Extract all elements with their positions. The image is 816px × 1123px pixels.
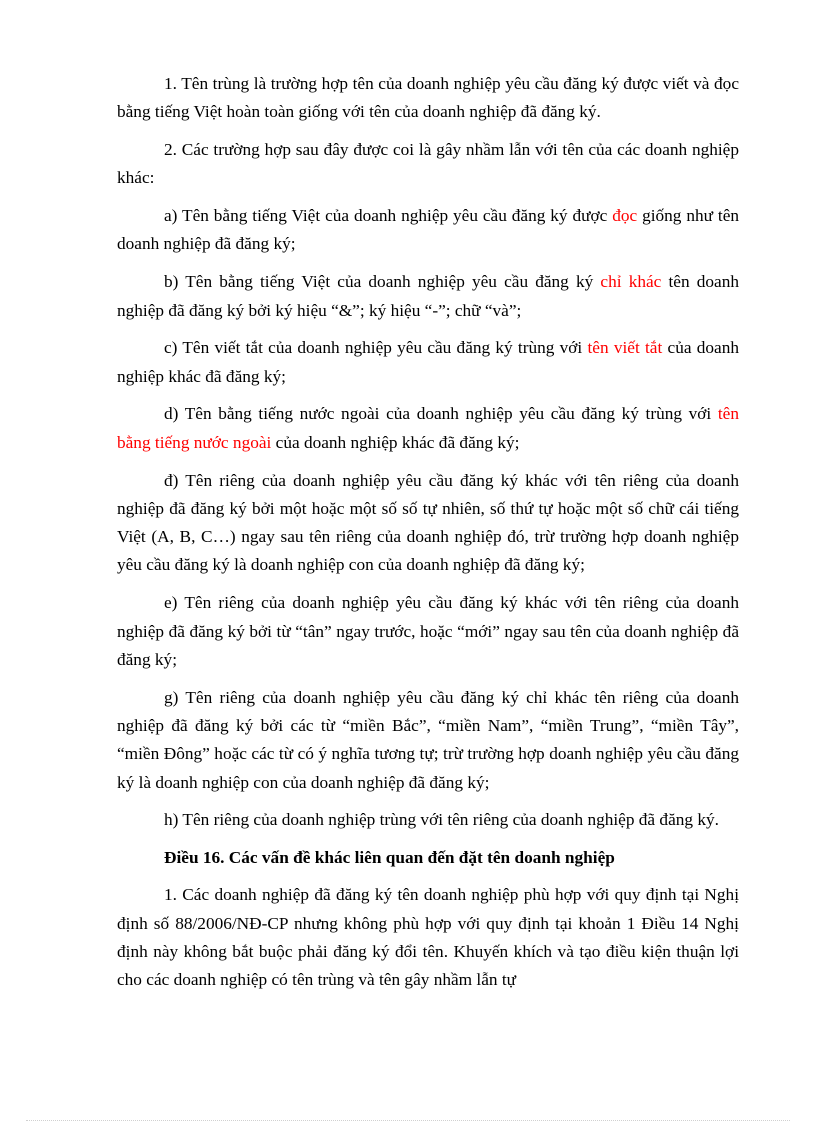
- clause-text: e) Tên riêng của doanh nghiệp yêu cầu đăng ký khác với tên riêng của doanh nghiệp đã đăng ký bởi từ “tân” ngay trước, hoặc “mới” ngay sau tên của doanh nghiệp đã đăng ký;: [117, 593, 739, 669]
- clause-text: 2. Các trường hợp sau đây được coi là gây nhầm lẫn với tên của các doanh nghiệp khác:: [117, 140, 739, 188]
- clause-paragraph: [117, 589, 739, 674]
- document-page: [117, 70, 739, 1004]
- article-16-paragraph-1: 1. Các doanh nghiệp đã đăng ký tên doanh nghiệp phù hợp với quy định tại Nghị định số 88/2006/NĐ-CP nhưng không phù hợp với quy định tại khoản 1 Điều 14 Nghị định này không bắt buộc phải đăng ký đổi tên. Khuyến khích và tạo điều kiện thuận lợi cho các doanh nghiệp có tên trùng và tên gây nhầm lẫn tự: [117, 885, 739, 990]
- clause-text: tên doanh nghiệp đã đăng ký bởi ký hiệu “&”; ký hiệu “-”; chữ “và”;: [117, 272, 739, 320]
- clause-paragraph: [117, 268, 739, 325]
- clause-list: [117, 70, 739, 835]
- article-heading: Điều 16. Các vấn đề khác liên quan đến đặt tên doanh nghiệp: [164, 848, 615, 868]
- clause-paragraph: [117, 684, 739, 797]
- clause-paragraph: [117, 400, 739, 457]
- clause-text: a) Tên bằng tiếng Việt của doanh nghiệp yêu cầu đăng ký được: [164, 206, 613, 226]
- clause-text: giống như tên doanh nghiệp đã đăng ký;: [117, 206, 740, 254]
- clause-text: d) Tên bằng tiếng nước ngoài của doanh nghiệp yêu cầu đăng ký trùng với: [164, 404, 718, 424]
- clause-text: đ) Tên riêng của doanh nghiệp yêu cầu đăng ký khác với tên riêng của doanh nghiệp đã đăng ký bởi một hoặc một số số tự nhiên, số thứ tự hoặc một số chữ cái tiếng Việt (A, B, C…) ngay sau tên riêng của doanh nghiệp đó, trừ trường hợp doanh nghiệp yêu cầu đăng ký là doanh nghiệp con của doanh nghiệp đã đăng ký;: [117, 470, 739, 575]
- clause-text: c) Tên viết tắt của doanh nghiệp yêu cầu đăng ký trùng với: [164, 338, 588, 358]
- clause-paragraph: [117, 806, 739, 834]
- clause-paragraph: [117, 202, 739, 259]
- page-bottom-divider: [26, 1120, 790, 1121]
- clause-text: của doanh nghiệp khác đã đăng ký;: [117, 338, 739, 386]
- clause-text: 1. Tên trùng là trường hợp tên của doanh nghiệp yêu cầu đăng ký được viết và đọc bằng tiếng Việt hoàn toàn giống với tên của doanh nghiệp đã đăng ký.: [117, 74, 739, 122]
- clause-text: của doanh nghiệp khác đã đăng ký;: [271, 432, 520, 452]
- highlighted-text: tên bằng tiếng nước ngoài: [117, 404, 739, 452]
- clause-text: h) Tên riêng của doanh nghiệp trùng với tên riêng của doanh nghiệp đã đăng ký.: [164, 810, 719, 830]
- clause-text: g) Tên riêng của doanh nghiệp yêu cầu đăng ký chỉ khác tên riêng của doanh nghiệp đã đăng ký bởi các từ “miền Bắc”, “miền Nam”, “miền Trung”, “miền Tây”, “miền Đông” hoặc các từ có ý nghĩa tương tự; trừ trường hợp doanh nghiệp yêu cầu đăng ký là doanh nghiệp con của doanh nghiệp đã đăng ký;: [117, 687, 739, 792]
- clause-paragraph: [117, 70, 739, 127]
- clause-paragraph: [117, 467, 739, 580]
- highlighted-text: tên viết tắt: [587, 338, 663, 358]
- highlighted-text: đọc: [612, 206, 638, 226]
- clause-paragraph: [117, 334, 739, 391]
- clause-paragraph: [117, 136, 739, 193]
- clause-text: b) Tên bằng tiếng Việt của doanh nghiệp yêu cầu đăng ký: [164, 272, 601, 292]
- highlighted-text: chỉ khác: [600, 272, 662, 292]
